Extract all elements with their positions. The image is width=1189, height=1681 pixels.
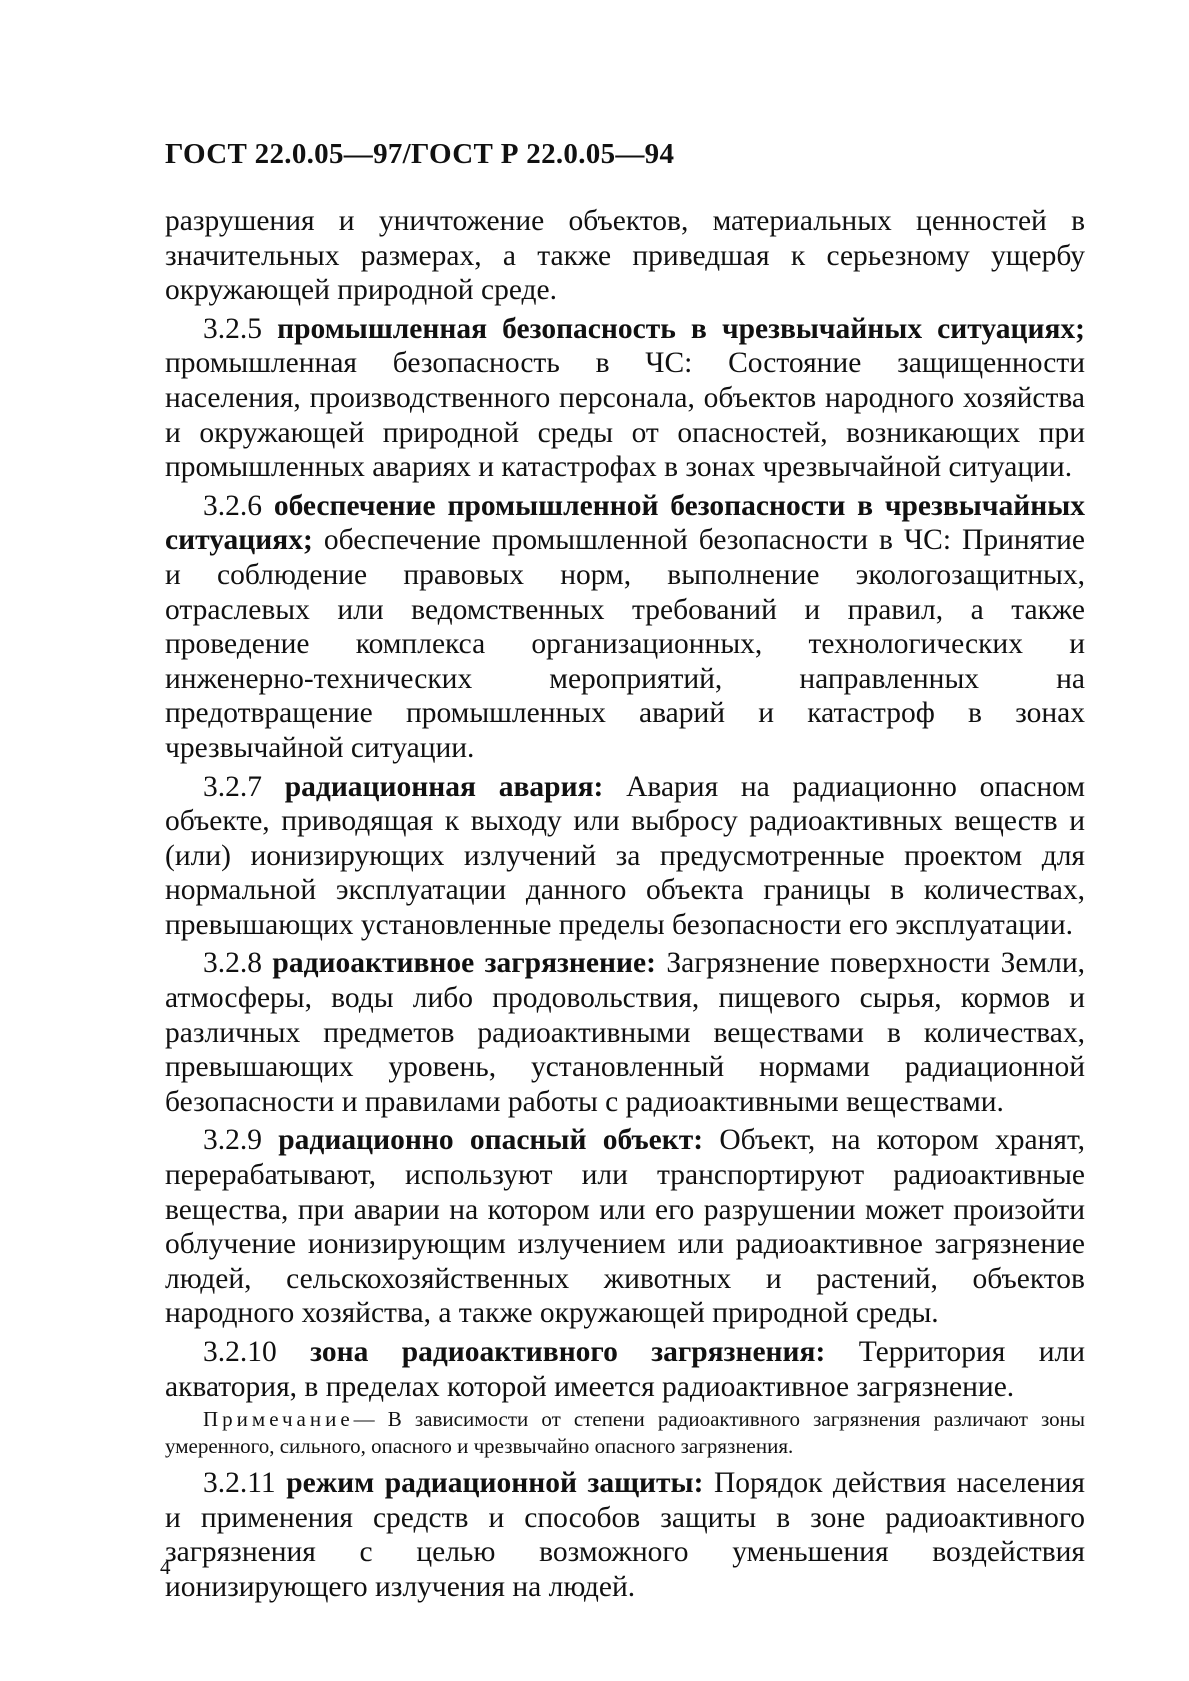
definition-3-2-11: [165, 1466, 1085, 1604]
item-number: 3.2.7: [203, 770, 262, 803]
definition-3-2-6: [165, 489, 1085, 766]
item-term: режим радиационной защиты:: [286, 1467, 704, 1500]
item-text: Территория или акватория, в пределах которой имеется радиоактивное загрязнение.: [165, 1336, 1086, 1403]
item-text: Порядок действия населения и применения средств и способов защиты в зоне радиоактивного загрязнения с целью возможного уменьшения воздействия ионизирующего излучения на людей.: [165, 1467, 1086, 1603]
document-body: [165, 204, 1085, 1605]
item-text: Объект, на котором хранят, перерабатывают, используют или транспортируют радиоактивные вещества, при аварии на котором или его разрушении может произойти облучение ионизирующим излучением или радиоактивное загрязнение людей, сельскохозяйственных животных и растений, объектов народного хозяйства, а также окружающей природной среды.: [165, 1124, 1085, 1330]
item-text: Авария на радиационно опасном объекте, приводящая к выходу или выбросу радиоактивных веществ и (или) ионизирующих излучений за предусмотренные проектом для нормальной эксплуатации данного объекта границы в количествах, превышающих установленные пределы безопасности его эксплуатации.: [165, 770, 1085, 941]
item-number: 3.2.6: [203, 489, 262, 522]
item-term: обеспечение промышленной безопасности в чрезвычайных ситуациях;: [165, 489, 1085, 557]
definition-3-2-10: [165, 1335, 1085, 1404]
intro-paragraph: разрушения и уничтожение объектов, материальных ценностей в значительных размерах, а также приведшая к серьезному ущербу окружающей природной среде.: [165, 205, 1085, 307]
item-number: 3.2.8: [203, 947, 262, 980]
item-text: Загрязнение поверхности Земли, атмосферы, воды либо продовольствия, пищевого сырья, кормов и различных предметов радиоактивными веществами в количествах, превышающих уровень, установленный нормами радиационной безопасности и правилами работы с радиоактивными веществами.: [165, 947, 1086, 1118]
item-term: промышленная безопасность в чрезвычайных ситуациях;: [277, 312, 1086, 345]
item-term: радиационная авария:: [284, 770, 604, 803]
definition-3-2-8: [165, 946, 1085, 1119]
definition-3-2-9: [165, 1123, 1085, 1331]
note-paragraph: [165, 1406, 1085, 1460]
definition-3-2-5: [165, 312, 1085, 485]
item-number: 3.2.10: [203, 1336, 277, 1368]
item-number: 3.2.11: [203, 1467, 276, 1500]
item-text: обеспечение промышленной безопасности в ЧС: Принятие и соблюдение правовых норм, выполнение экологозащитных, отраслевых или ведомственных требований и правил, а также проведение комплекса организационных, технологических и инженерно-технических мероприятий, направленных на предотвращение промышленных аварий и катастроф в зонах чрезвычайной ситуации.: [165, 524, 1085, 764]
document-header: ГОСТ 22.0.05—97/ГОСТ Р 22.0.05—94: [165, 138, 675, 170]
item-term: радиационно опасный объект:: [278, 1124, 704, 1157]
page-number: 4: [160, 1555, 171, 1579]
note-text: — В зависимости от степени радиоактивного загрязнения различают зоны умеренного, сильного, опасного и чрезвычайно опасного загрязнения.: [165, 1407, 1085, 1459]
item-text: промышленная безопасность в ЧС: Состояние защищенности населения, производственного персонала, объектов народного хозяйства и окружающей природной среды от опасностей, возникающих при промышленных авариях и катастрофах в зонах чрезвычайной ситуации.: [165, 347, 1085, 484]
item-number: 3.2.5: [203, 312, 262, 345]
note-label: Примечание: [203, 1407, 354, 1432]
item-term: радиоактивное загрязнение:: [272, 947, 656, 980]
item-number: 3.2.9: [203, 1124, 262, 1157]
definition-3-2-7: [165, 770, 1085, 943]
item-term: зона радиоактивного загрязнения:: [310, 1336, 826, 1368]
